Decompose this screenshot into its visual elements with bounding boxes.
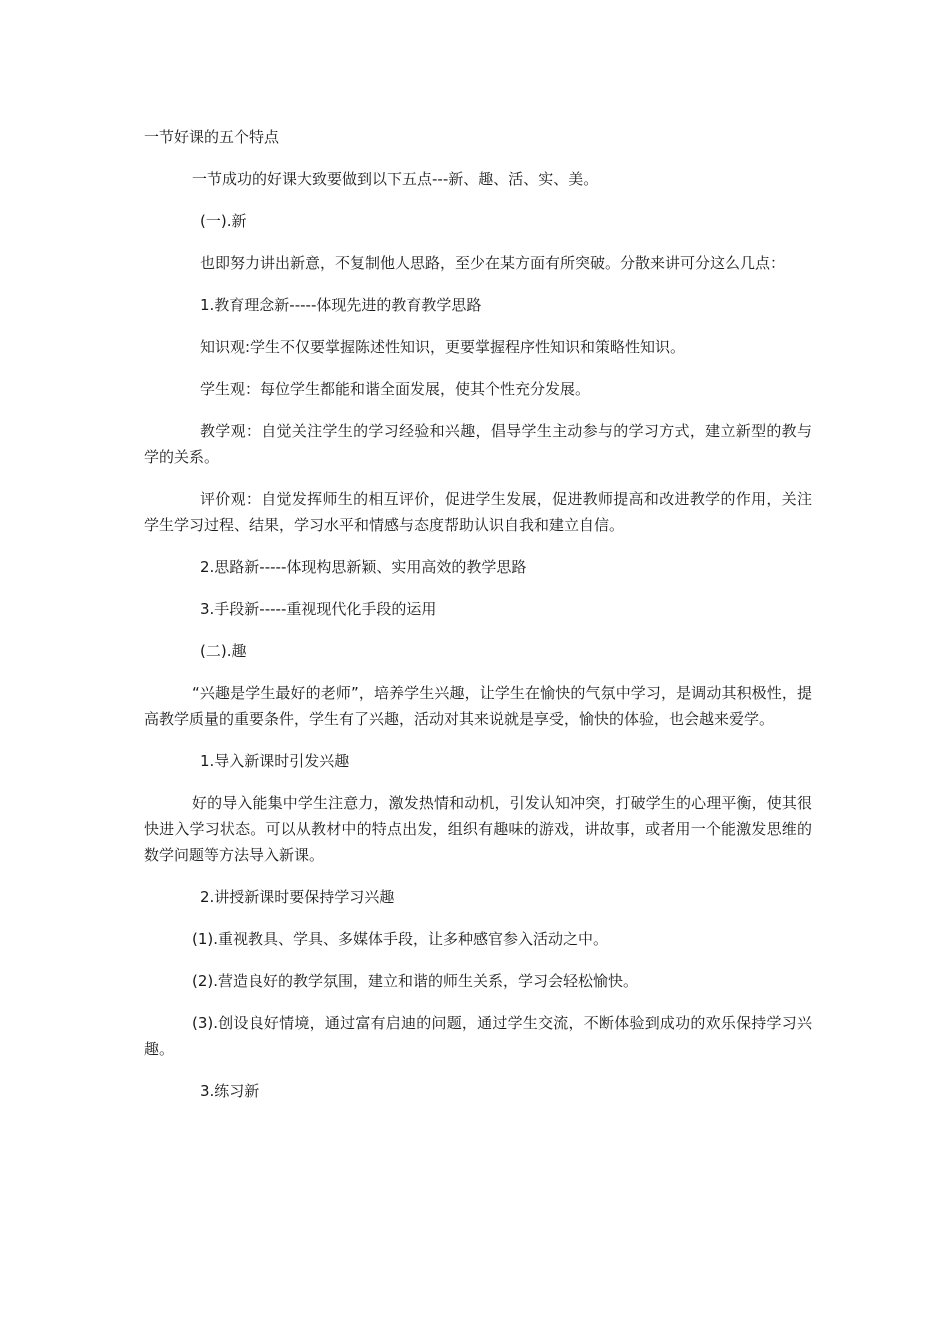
subheading: 1.教育理念新-----体现先进的教育教学思路: [200, 296, 482, 314]
intro-paragraph: 一节成功的好课大致要做到以下五点---新、趣、活、实、美。: [192, 170, 599, 188]
paragraph: 评价观：自觉发挥师生的相互评价，促进学生发展，促进教师提高和改进教学的作用，关注学生学习过程、结果，学习水平和情感与态度帮助认识自我和建立自信。: [144, 490, 812, 534]
document-title: 一节好课的五个特点: [144, 128, 280, 146]
paragraph: “兴趣是学生最好的老师”，培养学生兴趣，让学生在愉快的气氛中学习，是调动其积极性，提高教学质量的重要条件，学生有了兴趣，活动对其来说就是享受，愉快的体验，也会越来爱学。: [144, 684, 812, 728]
paragraph: 好的导入能集中学生注意力，激发热情和动机，引发认知冲突，打破学生的心理平衡，使其很快进入学习状态。可以从教材中的特点出发，组织有趣味的游戏，讲故事，或者用一个能激发思维的数学问题等方法导入新课。: [144, 794, 812, 864]
paragraph: 也即努力讲出新意，不复制他人思路，至少在某方面有所突破。分散来讲可分这么几点：: [200, 254, 786, 272]
subheading: 2.思路新-----体现构思新颖、实用高效的教学思路: [200, 558, 527, 576]
paragraph: 知识观:学生不仅要掌握陈述性知识，更要掌握程序性知识和策略性知识。: [200, 338, 686, 356]
list-item: (3).创设良好情境，通过富有启迪的问题，通过学生交流，不断体验到成功的欢乐保持学习兴趣。: [144, 1014, 812, 1058]
document-body: [144, 124, 812, 1104]
subheading: 3.练习新: [200, 1082, 260, 1100]
paragraph: 学生观：每位学生都能和谐全面发展，使其个性充分发展。: [200, 380, 591, 398]
list-item: (2).营造良好的教学氛围，建立和谐的师生关系，学习会轻松愉快。: [192, 972, 639, 990]
section-heading-new: (一).新: [200, 212, 247, 230]
section-heading-fun: (二).趣: [200, 642, 247, 660]
list-item: (1).重视教具、学具、多媒体手段，让多种感官参入活动之中。: [192, 930, 609, 948]
subheading: 1.导入新课时引发兴趣: [200, 752, 350, 770]
paragraph: 教学观：自觉关注学生的学习经验和兴趣，倡导学生主动参与的学习方式，建立新型的教与学的关系。: [144, 422, 812, 466]
subheading: 3.手段新-----重视现代化手段的运用: [200, 600, 437, 618]
subheading: 2.讲授新课时要保持学习兴趣: [200, 888, 395, 906]
